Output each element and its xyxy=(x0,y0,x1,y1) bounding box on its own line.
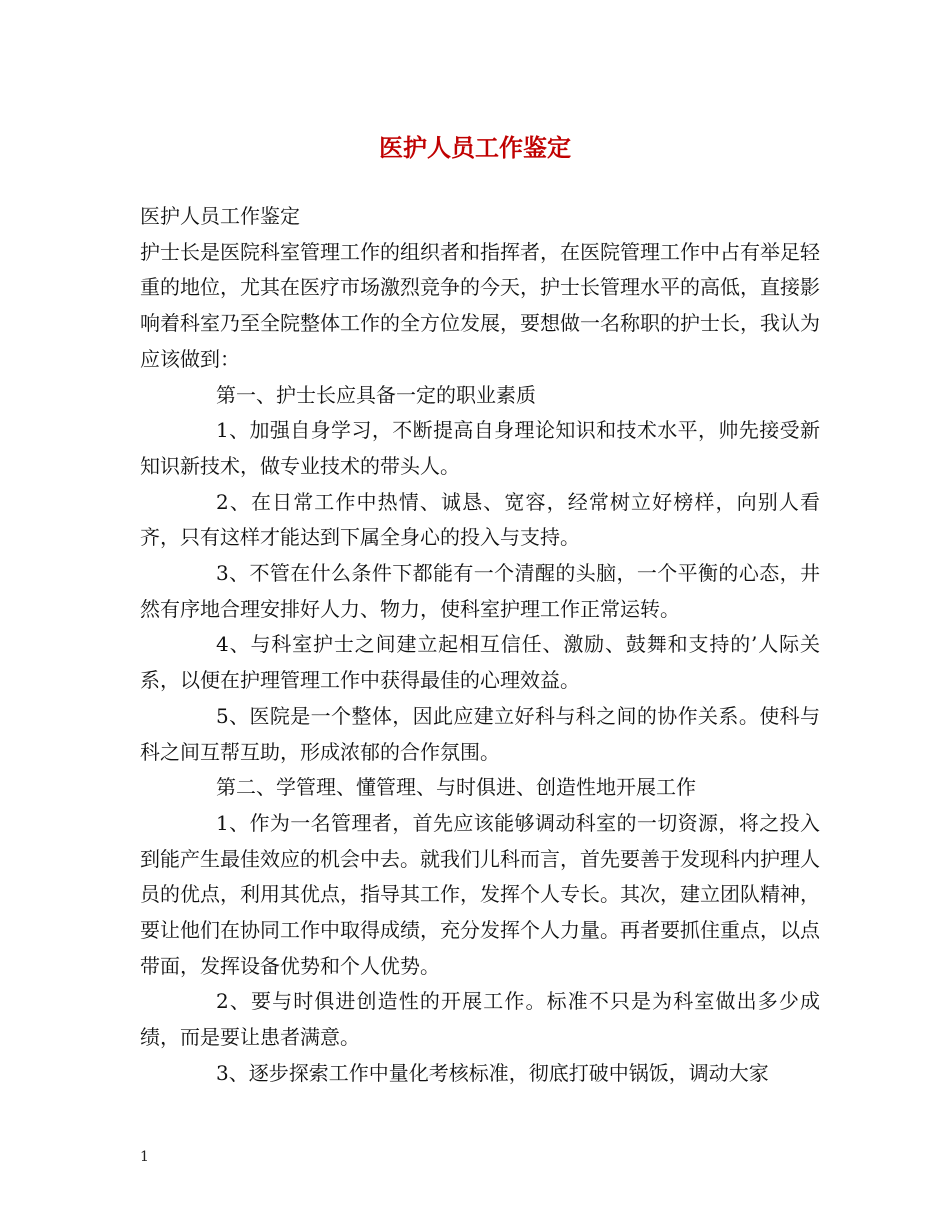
paragraph: 3、逐步探索工作中量化考核标准，彻底打破中锅饭，调动大家 xyxy=(216,1060,769,1085)
paragraph: 2、要与时俱进创造性的开展工作。标准不只是为科室做出多少成绩，而是要让患者满意。 xyxy=(140,989,820,1050)
paragraph: 3、不管在什么条件下都能有一个清醒的头脑，一个平衡的心态，井然有序地合理安排好人力、物力，使科室护理工作正常运转。 xyxy=(140,561,820,621)
paragraph: 2、在日常工作中热情、诚恳、宽容，经常树立好榜样，向别人看齐，只有这样才能达到下属全身心的投入与支持。 xyxy=(140,489,820,550)
page-number: 1 xyxy=(140,1149,149,1165)
section-heading: 第二、学管理、懂管理、与时俱进、创造性地开展工作 xyxy=(216,775,696,800)
paragraph: 医护人员工作鉴定 xyxy=(140,204,300,228)
paragraph: 5、医院是一个整体，因此应建立好科与科之间的协作关系。使科与科之间互帮互助，形成浓郁的合作氛围。 xyxy=(140,703,820,764)
paragraph: 1、作为一名管理者，首先应该能够调动科室的一切资源，将之投入到能产生最佳效应的机会中去。就我们儿科而言，首先要善于发现科内护理人员的优点，利用其优点，指导其工作，发挥个人专长。其次，建立团队精神，要让他们在协同工作中取得成绩，充分发挥个人力量。再者要抓住重点，以点带面，发挥设备优势和个人优势。 xyxy=(140,810,820,978)
paragraph: 4、与科室护士之间建立起相互信任、激励、鼓舞和支持的’人际关系，以便在护理管理工作中获得最佳的心理效益。 xyxy=(140,632,820,693)
document-body xyxy=(140,199,820,1092)
section-heading: 第一、护士长应具备一定的职业素质 xyxy=(216,382,536,407)
paragraph: 1、加强自身学习，不断提高自身理论知识和技术水平，帅先接受新知识新技术，做专业技术的带头人。 xyxy=(140,418,820,478)
document-title: 医护人员工作鉴定 xyxy=(379,133,571,162)
paragraph: 护士长是医院科室管理工作的组织者和指挥者，在医院管理工作中占有举足轻重的地位，尤其在医疗市场激烈竞争的今天，护士长管理水平的高低，直接影响着科室乃至全院整体工作的全方位发展，要想做一名称职的护士长，我认为应该做到： xyxy=(140,239,820,371)
